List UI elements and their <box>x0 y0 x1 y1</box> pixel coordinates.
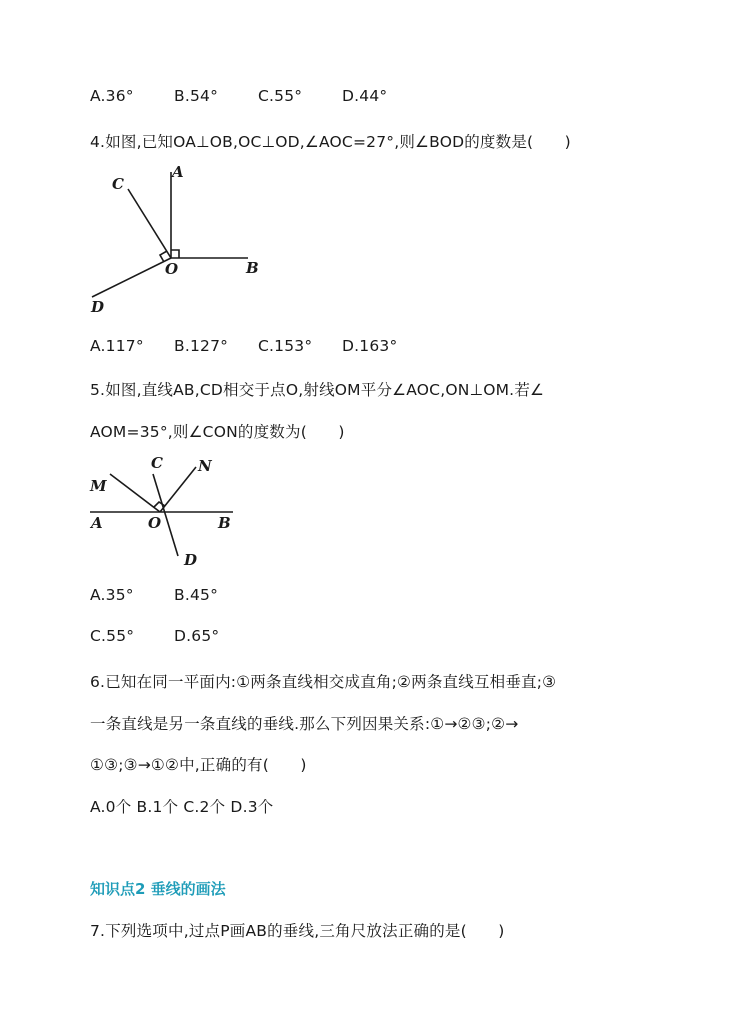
q6-options: A.0个 B.1个 C.2个 D.3个 <box>90 798 274 816</box>
q5-figure <box>88 452 248 572</box>
q4-option-d: D.163° <box>342 337 398 355</box>
q4-figure <box>85 160 285 316</box>
q5-label-a: A <box>91 514 103 532</box>
q5-option-a: A.35° <box>90 586 134 604</box>
q5-label-d: D <box>184 551 198 569</box>
q5-option-b: B.45° <box>174 586 219 604</box>
q5-label-c: C <box>151 454 163 472</box>
q4-label-o: O <box>165 260 179 278</box>
q5-label-b: B <box>218 514 231 532</box>
q3-options <box>90 87 387 105</box>
q5-option-c: C.55° <box>90 627 135 645</box>
q4-label-b: B <box>246 259 259 277</box>
q4-label-c: C <box>112 175 124 193</box>
q5-label-n: N <box>198 457 212 475</box>
q5-stem-line1: 5.如图,直线AB,CD相交于点O,射线OM平分∠AOC,ON⊥OM.若∠ <box>90 381 545 399</box>
q6-line2: 一条直线是另一条直线的垂线.那么下列因果关系:①→②③;②→ <box>90 715 519 733</box>
q5-option-d: D.65° <box>174 627 220 645</box>
q5-options-row2 <box>90 627 219 645</box>
q6-line1: 6.已知在同一平面内:①两条直线相交成直角;②两条直线互相垂直;③ <box>90 673 557 691</box>
q5-ray-om <box>110 474 160 512</box>
q4-ray-oc <box>128 189 171 258</box>
q4-stem: 4.如图,已知OA⊥OB,OC⊥OD,∠AOC=27°,则∠BOD的度数是( ) <box>90 133 571 151</box>
q4-label-d: D <box>91 298 105 316</box>
q4-options <box>90 337 397 355</box>
q5-label-m: M <box>90 477 107 495</box>
section-heading: 知识点2 垂线的画法 <box>90 880 226 898</box>
q5-options-row1 <box>90 586 218 604</box>
q3-option-b: B.54° <box>174 87 219 105</box>
q6-line3: ①③;③→①②中,正确的有( ) <box>90 756 307 774</box>
q5-label-o: O <box>148 514 162 532</box>
q3-option-c: C.55° <box>258 87 303 105</box>
q3-option-d: D.44° <box>342 87 388 105</box>
q4-option-c: C.153° <box>258 337 313 355</box>
q7-stem: 7.下列选项中,过点P画AB的垂线,三角尺放法正确的是( ) <box>90 922 505 940</box>
q4-label-a: A <box>172 163 184 181</box>
q5-ray-on <box>160 467 196 512</box>
q4-ray-od <box>92 258 171 297</box>
q4-right-angle-aob <box>171 250 179 258</box>
q5-stem-line2: AOM=35°,则∠CON的度数为( ) <box>90 423 345 441</box>
q3-option-a: A.36° <box>90 87 134 105</box>
q4-option-b: B.127° <box>174 337 229 355</box>
q4-option-a: A.117° <box>90 337 144 355</box>
